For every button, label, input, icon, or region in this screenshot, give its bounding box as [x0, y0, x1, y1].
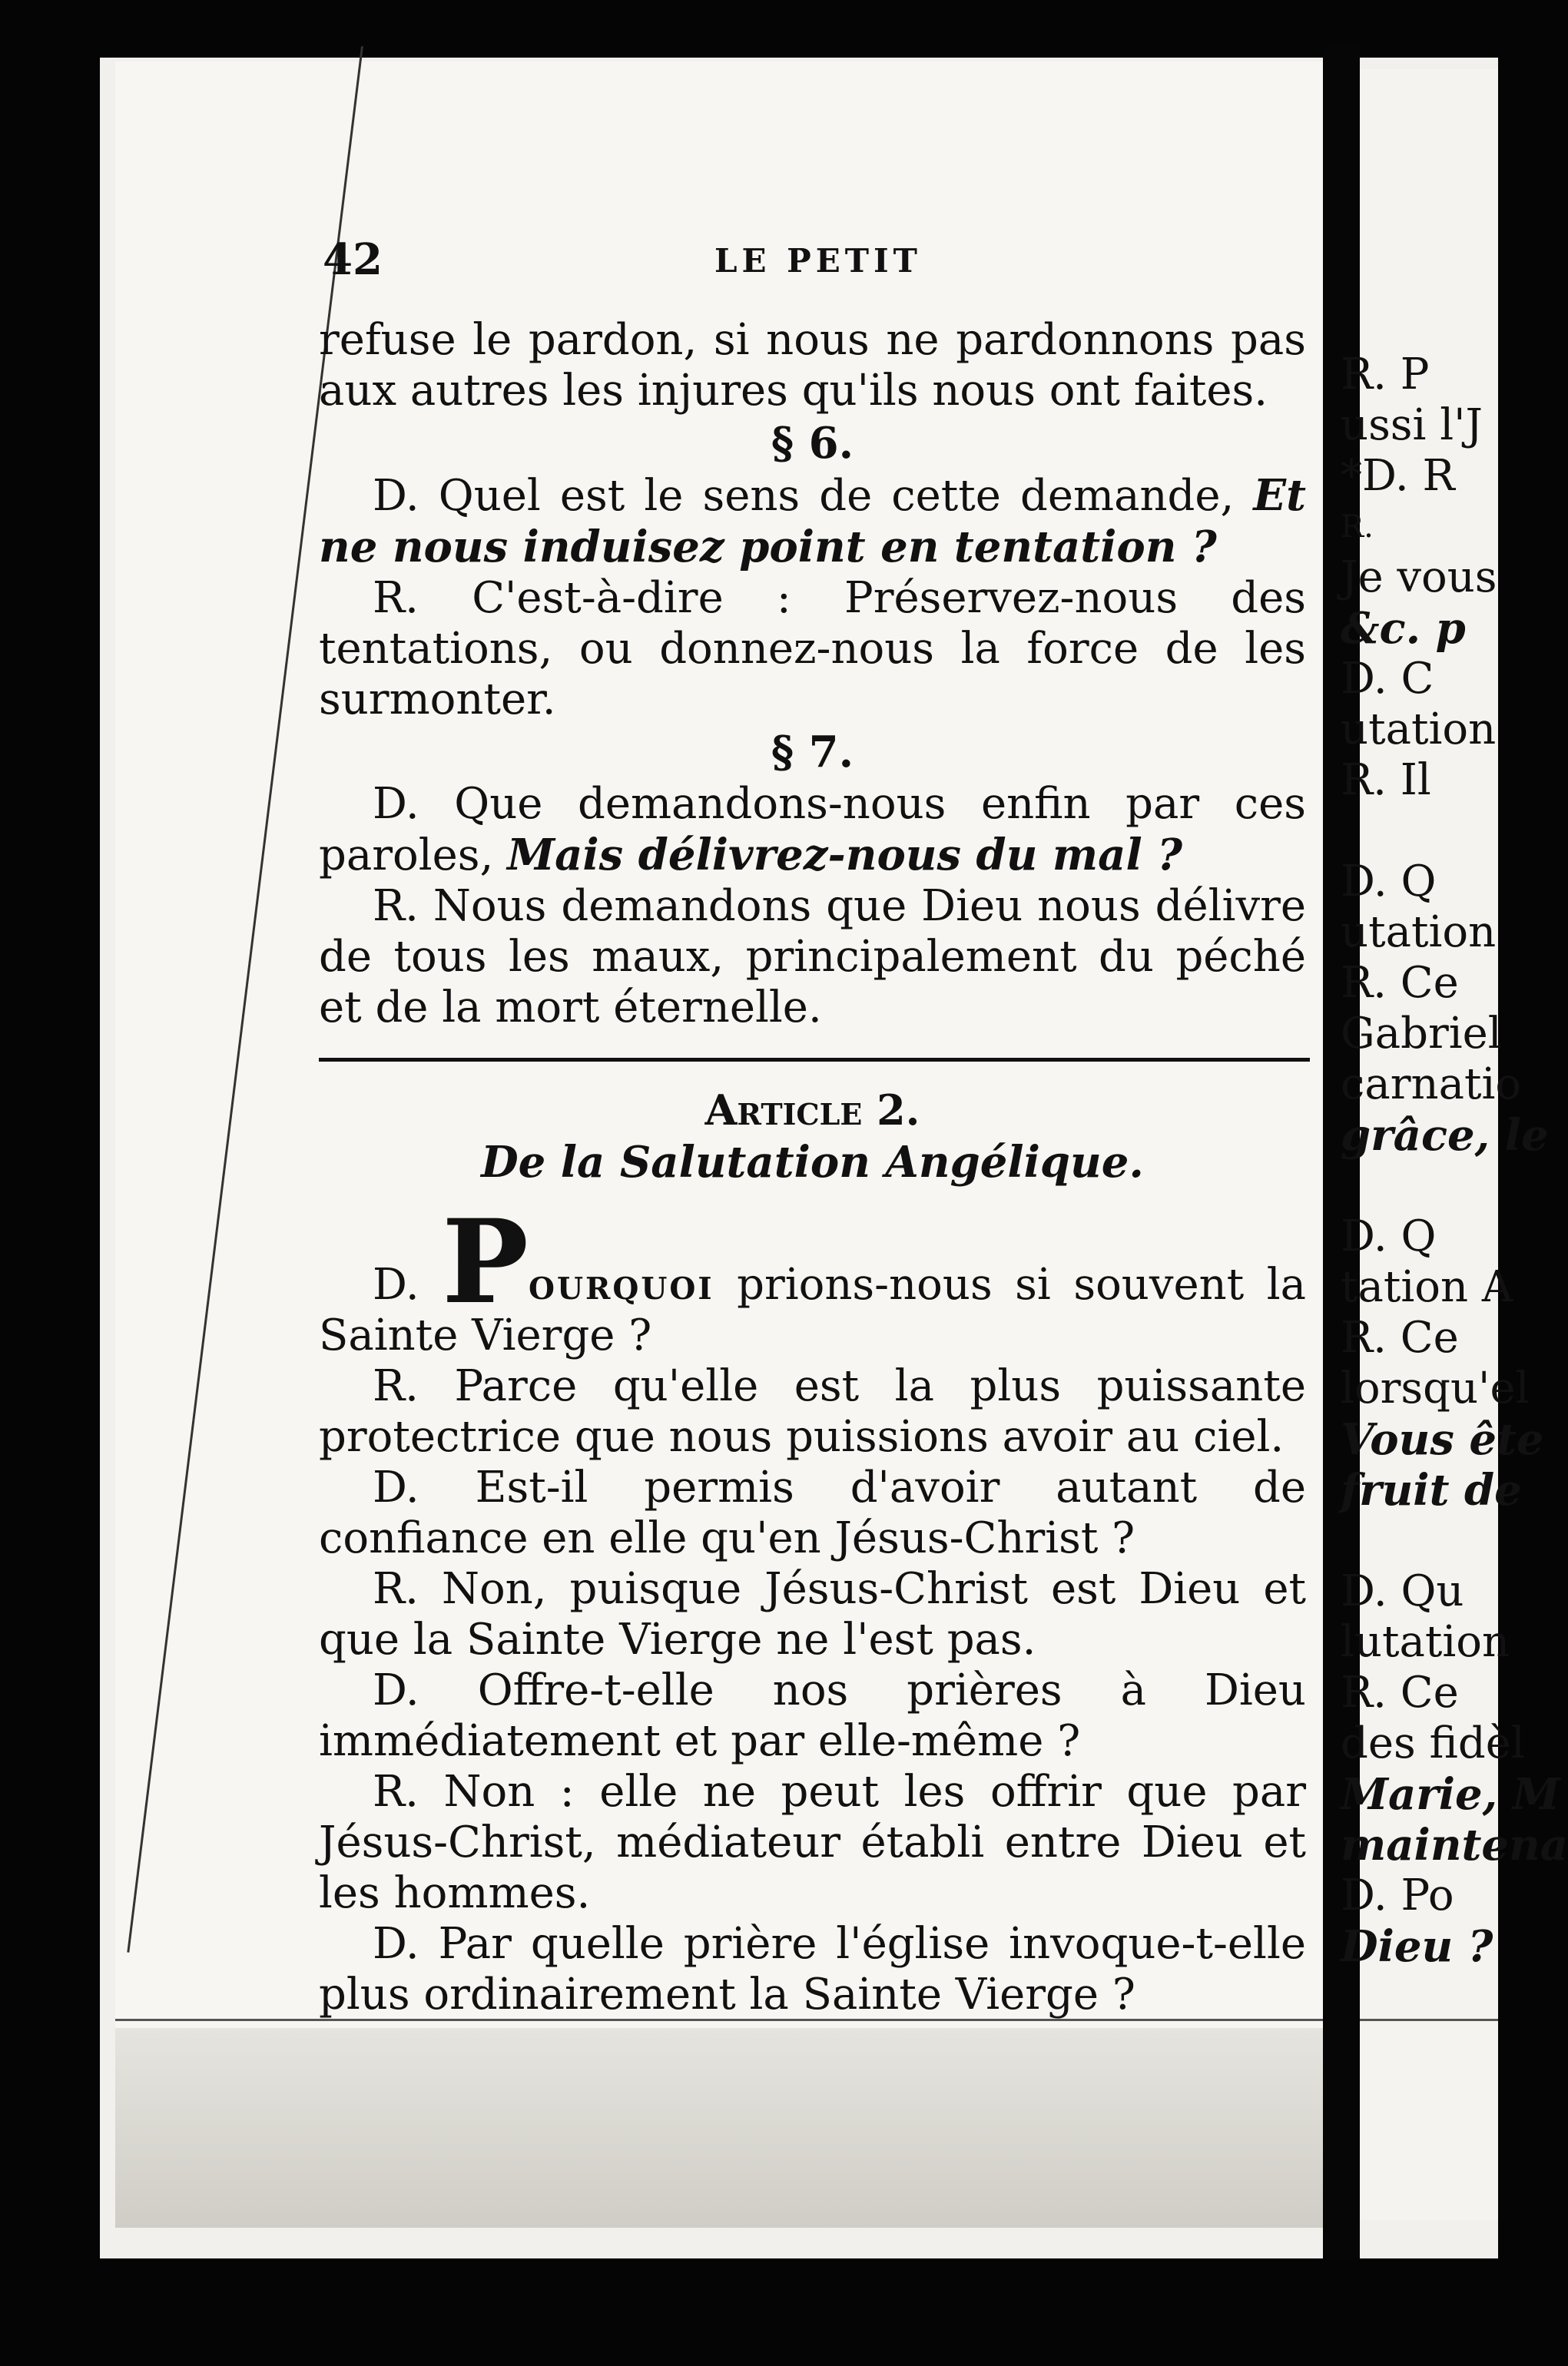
- fragment-line: lorsqu'el: [1341, 1364, 1530, 1413]
- question-1-smallcaps: ourquoi: [529, 1259, 714, 1310]
- drop-cap: P: [442, 1195, 529, 1330]
- page-header: [323, 234, 1321, 285]
- section-heading-6: § 6.: [771, 418, 854, 469]
- fragment-line: Dieu ?: [1341, 1921, 1493, 1972]
- article-subtitle: De la Salutation Angélique.: [481, 1137, 1144, 1188]
- page-number: 42: [323, 234, 383, 285]
- article-title: Article 2.: [704, 1085, 920, 1135]
- fragment-line: R. P: [1341, 350, 1430, 399]
- question-6-text: D. Quel est le sens de cette demande,: [373, 471, 1235, 521]
- fragment-line: lutation: [1341, 1617, 1510, 1667]
- section-divider: [319, 1058, 1310, 1062]
- fragment-line: Je vous: [1341, 552, 1497, 602]
- fragment-line: utation: [1341, 907, 1497, 957]
- fragment-line: Vous ête: [1341, 1414, 1544, 1465]
- fragment-line: D. Po: [1341, 1871, 1454, 1920]
- question-1-prefix: D.: [373, 1260, 419, 1310]
- answer-7: R. Nous demandons que Dieu nous délivre de tous les maux, principalement du péché et de la mort éternelle.: [319, 881, 1306, 1032]
- fragment-line: R. Ce: [1341, 958, 1459, 1008]
- fragment-line: [1341, 1161, 1498, 1211]
- question-6-quote: Et ne nous induisez point en tentation ?: [319, 470, 1306, 572]
- fragment-line: carnatio: [1341, 1059, 1522, 1109]
- fragment-line: D. Q: [1341, 1211, 1437, 1261]
- question-2: D. Est-il permis d'avoir autant de confiance en elle qu'en Jésus-Christ ?: [319, 1463, 1306, 1563]
- answer-3: R. Non : elle ne peut les offrir que par Jésus-Christ, médiateur établi entre Dieu et les hommes.: [319, 1767, 1306, 1918]
- fragment-line: fruit de: [1341, 1465, 1522, 1516]
- fragment-line: des fidèl: [1341, 1718, 1525, 1768]
- fragment-line: R. Il: [1341, 755, 1431, 805]
- fragment-line: R.: [1341, 509, 1374, 545]
- answer-2: R. Non, puisque Jésus-Christ est Dieu et que la Sainte Vierge ne l'est pas.: [319, 1564, 1306, 1665]
- fragment-line: *D. R: [1341, 451, 1455, 501]
- fragment-line: D. C: [1341, 654, 1434, 704]
- fragment-line: [1341, 806, 1498, 857]
- right-page-fragments: [1341, 350, 1568, 1972]
- fragment-line: utation: [1341, 704, 1497, 754]
- fragment-line: R. Ce: [1341, 1313, 1459, 1363]
- fragment-line: maintena: [1341, 1820, 1568, 1871]
- answer-1: R. Parce qu'elle est la plus puissante protectrice que nous puissions avoir au ciel.: [319, 1361, 1306, 1462]
- question-3: D. Offre-t-elle nos prières à Dieu immédiatement et par elle-même ?: [319, 1665, 1306, 1766]
- section-heading-7: § 7.: [771, 727, 854, 777]
- scan-border: [0, 2258, 1498, 2366]
- question-1-text: prions-nous si souvent la Sainte Vierge ?: [319, 1260, 1306, 1360]
- question-7: [319, 779, 1306, 881]
- paragraph-continuation: refuse le pardon, si nous ne pardonnons pas aux autres les injures qu'ils nous ont faites.: [319, 315, 1306, 416]
- fragment-line: tation A: [1341, 1262, 1513, 1312]
- question-6: [319, 470, 1306, 573]
- fragment-line: R. Ce: [1341, 1668, 1459, 1718]
- running-head: LE PETIT: [714, 242, 922, 280]
- fragment-line: &c. p: [1341, 603, 1466, 654]
- answer-6: R. C'est-à-dire : Préservez-nous des tentations, ou donnez-nous la force de les surmonter.: [319, 573, 1306, 724]
- fragment-line: Marie, M: [1341, 1769, 1560, 1820]
- fragment-line: ussi l'J: [1341, 400, 1483, 450]
- question-4: D. Par quelle prière l'église invoque-t-elle plus ordinairement la Sainte Vierge ?: [319, 1919, 1306, 2020]
- fragment-line: D. Qu: [1341, 1566, 1464, 1616]
- question-7-text: D. Que demandons-nous enfin par ces paroles,: [319, 779, 1306, 880]
- main-text-column: [319, 315, 1306, 2020]
- question-1: [319, 1195, 1306, 1361]
- page-bottom-margin: [115, 2028, 1329, 2228]
- fragment-line: Gabriel: [1341, 1009, 1502, 1059]
- fragment-line: [1341, 1516, 1498, 1566]
- question-7-quote: Mais délivrez-nous du mal ?: [507, 830, 1183, 880]
- fragment-line: D. Q: [1341, 857, 1437, 906]
- fragment-line: grâce, le: [1341, 1110, 1549, 1161]
